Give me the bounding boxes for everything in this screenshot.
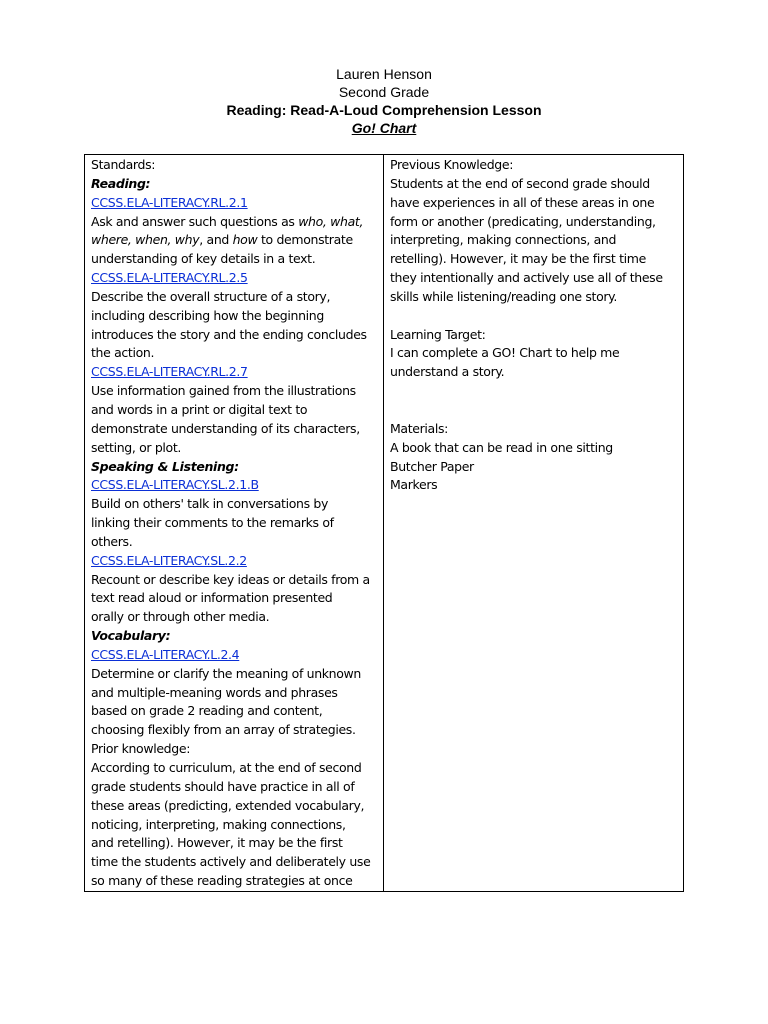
standard-link-sl-2-1-b[interactable]: CCSS.ELA-LITERACY.SL.2.1.B: [91, 477, 259, 493]
standards-heading: Standards:: [91, 157, 156, 172]
learning-target-text: I can complete a GO! Chart to help me: [390, 345, 620, 361]
spacer: [390, 401, 677, 420]
prior-knowledge-heading: Prior knowledge:: [91, 741, 191, 757]
previous-knowledge-text: retelling). However, it may be the first time: [390, 251, 646, 267]
previous-knowledge-text: interpreting, making connections, and: [390, 232, 617, 248]
standard-text: text read aloud or information presented: [91, 590, 333, 606]
vocabulary-heading: Vocabulary:: [91, 628, 171, 644]
standard-text: linking their comments to the remarks of: [91, 515, 334, 531]
text-span-italic: how: [232, 232, 258, 248]
standard-text: introduces the story and the ending concludes: [91, 326, 367, 342]
standard-text: including describing how the beginning: [91, 307, 324, 323]
text-span-italic: who, what,: [298, 213, 364, 229]
prior-knowledge-text: According to curriculum, at the end of second: [91, 760, 362, 775]
standard-text: [91, 213, 377, 232]
prior-knowledge-text: time the students actively and deliberately use: [91, 854, 371, 870]
grade-level: Second Grade: [338, 84, 430, 100]
document-header: [0, 65, 768, 137]
materials-item: A book that can be read in one sitting: [390, 439, 613, 455]
prior-knowledge-text: so many of these reading strategies at once: [91, 873, 353, 889]
reading-heading: Reading:: [91, 175, 151, 191]
standard-link-sl-2-2[interactable]: CCSS.ELA-LITERACY.SL.2.2: [91, 552, 247, 568]
standard-text: and words in a print or digital text to: [91, 401, 308, 417]
learning-target-heading: Learning Target:: [390, 326, 486, 342]
standard-link-l-2-4[interactable]: CCSS.ELA-LITERACY.L.2.4: [91, 646, 240, 662]
standard-text: Build on others' talk in conversations by: [91, 496, 328, 512]
previous-knowledge-heading: Previous Knowledge:: [390, 157, 514, 172]
previous-knowledge-text: skills while listening/reading one story.: [390, 288, 618, 304]
standard-text: understanding of key details in a text.: [91, 251, 316, 267]
text-span: Ask and answer such questions as: [91, 213, 299, 229]
standard-text: [91, 231, 377, 250]
standard-text: and multiple-meaning words and phrases: [91, 684, 338, 700]
standard-text: others.: [91, 533, 133, 549]
standard-text: Use information gained from the illustrations: [91, 383, 356, 399]
spacer: [390, 307, 677, 326]
text-span: , and: [199, 232, 233, 248]
previous-knowledge-text: have experiences in all of these areas in one: [390, 194, 655, 210]
learning-target-text: understand a story.: [390, 364, 505, 380]
standard-text: Recount or describe key ideas or details from a: [91, 571, 370, 587]
previous-knowledge-text: Students at the end of second grade should: [390, 175, 650, 191]
standard-link-rl-2-5[interactable]: CCSS.ELA-LITERACY.RL.2.5: [91, 270, 248, 286]
previous-knowledge-text: they intentionally and actively use all of these: [390, 270, 663, 286]
lesson-subtitle: Go! Chart: [351, 120, 417, 136]
standard-text: the action.: [91, 345, 155, 361]
standard-text: based on grade 2 reading and content,: [91, 703, 323, 719]
lesson-title: Reading: Read-A-Loud Comprehension Lesson: [226, 102, 542, 118]
materials-item: Markers: [390, 477, 438, 493]
standard-text: Determine or clarify the meaning of unknown: [91, 665, 362, 681]
spacer: [390, 382, 677, 401]
prior-knowledge-text: grade students should have practice in all of: [91, 778, 355, 794]
speaking-listening-heading: Speaking & Listening:: [91, 458, 239, 474]
standard-link-rl-2-1[interactable]: CCSS.ELA-LITERACY.RL.2.1: [91, 194, 248, 210]
prior-knowledge-text: these areas (predicting, extended vocabulary,: [91, 797, 365, 813]
standard-text: orally or through other media.: [91, 609, 270, 625]
standard-text: Describe the overall structure of a story,: [91, 288, 331, 304]
standard-text: demonstrate understanding of its characters,: [91, 420, 360, 436]
prior-knowledge-text: noticing, interpreting, making connections,: [91, 816, 346, 832]
materials-item: Butcher Paper: [390, 458, 474, 474]
previous-knowledge-text: form or another (predicating, understanding,: [390, 213, 656, 229]
standard-text: choosing flexibly from an array of strategies.: [91, 722, 356, 738]
standards-column: [85, 155, 384, 891]
text-span: to demonstrate: [257, 232, 353, 248]
author-name: Lauren Henson: [336, 66, 432, 82]
lesson-plan-table: [84, 154, 684, 892]
prior-knowledge-text: and retelling). However, it may be the first: [91, 835, 343, 851]
standard-text: setting, or plot.: [91, 439, 182, 455]
standard-link-rl-2-7[interactable]: CCSS.ELA-LITERACY.RL.2.7: [91, 364, 248, 380]
materials-heading: Materials:: [390, 420, 449, 436]
text-span-italic: where, when, why: [91, 232, 200, 248]
knowledge-column: [384, 155, 683, 891]
